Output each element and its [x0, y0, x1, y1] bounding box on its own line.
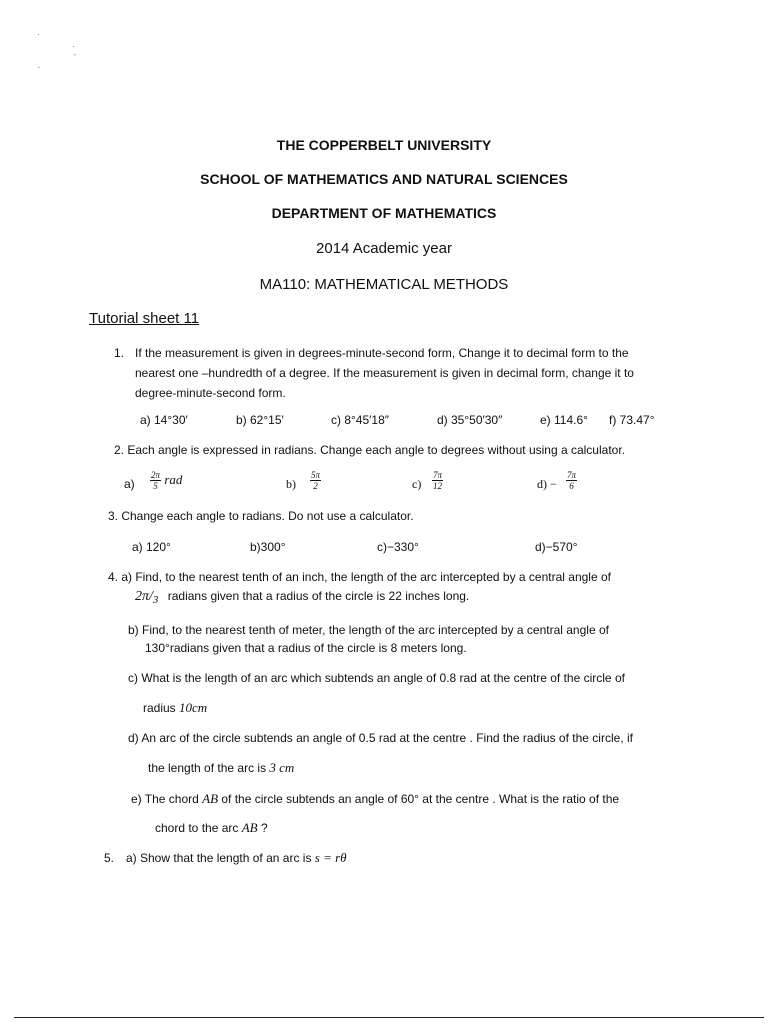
page-bottom-rule	[14, 1017, 764, 1018]
q2-part-a-unit: rad	[164, 472, 183, 487]
q4e-line2: chord to the arc AB ?	[155, 820, 268, 835]
scan-speck: ·	[72, 42, 75, 51]
q4a-line1: 4. a) Find, to the nearest tenth of an inch, the length of the arc intercepted by a central angle of	[108, 570, 611, 584]
q4c-line2-text: radius	[143, 701, 180, 715]
q4e-chord-label: AB	[202, 791, 219, 806]
q1-text-line1: If the measurement is given in degrees-minute-second form, Change it to decimal form to the	[135, 346, 629, 360]
scan-speck: ·	[37, 30, 40, 39]
q4a-angle-numerator: 2π	[135, 589, 150, 604]
q4c-line2	[143, 698, 207, 718]
q2-part-b-fraction: $\frac{5\pi}{2}$	[311, 470, 321, 492]
q1-part-b: b) 62°15′	[236, 413, 284, 427]
q4e-line1: e) The chord AB of the circle subtends an angle of 60° at the centre . What is the ratio of the	[131, 791, 620, 806]
q3-parts	[0, 537, 768, 557]
university-name: THE COPPERBELT UNIVERSITY	[276, 137, 492, 153]
q2-parts	[124, 470, 744, 500]
q2-part-d-fraction: $\frac{7\pi}{6}$	[567, 470, 577, 492]
q2-part-a-fraction: $\frac{2\pi}{5}$	[151, 470, 161, 492]
scan-speck: ʼ	[38, 66, 40, 75]
q4a-line2-text: radians given that a radius of the circle is 22 inches long.	[167, 589, 470, 603]
q5-text: a) Show that the length of an arc is s = rθ	[126, 850, 347, 865]
q1-part-f: f) 73.47°	[609, 413, 655, 427]
q2-part-c-value	[432, 470, 443, 491]
q4d-line2	[148, 758, 294, 778]
q4d-arc-length: 3 cm	[269, 760, 295, 775]
q2-part-b-value	[310, 470, 321, 491]
q4d-line2-text: the length of the arc is	[148, 761, 270, 775]
q2-part-a-value	[150, 470, 182, 491]
q1-number: 1.	[114, 346, 125, 360]
q4d-line1: d) An arc of the circle subtends an angle of 0.5 rad at the centre . Find the radius of the circle, if	[128, 731, 633, 745]
q2-part-b-label: b)	[286, 477, 296, 491]
q1-part-c: c) 8°45′18″	[331, 413, 389, 427]
course-title: MA110: MATHEMATICAL METHODS	[259, 276, 509, 293]
q3-part-a: a) 120°	[132, 540, 171, 554]
q2-part-c-fraction: $\frac{7\pi}{12}$	[433, 470, 443, 492]
q5-formula: s = rθ	[314, 850, 347, 865]
q1-text-line2: nearest one –hundredth of a degree. If the measurement is given in decimal form, change it to	[135, 366, 634, 380]
q1-part-d: d) 35°50′30″	[437, 413, 503, 427]
q2-part-d-value	[566, 470, 577, 491]
q2-part-d-label: d) −	[537, 477, 557, 491]
q3-part-c: c)−330°	[377, 540, 419, 554]
q4a-line2: 2π/3 radians given that a radius of the circle is 22 inches long.	[135, 589, 470, 606]
q4c-line1: c) What is the length of an arc which subtends an angle of 0.8 rad at the centre of the circle of	[128, 671, 625, 685]
q3-part-d: d)−570°	[535, 540, 578, 554]
q1-part-e: e) 114.6°	[540, 413, 588, 427]
tutorial-sheet-title: Tutorial sheet 11	[89, 310, 200, 327]
q4a-angle-denominator: 3	[152, 594, 159, 606]
academic-year: 2014 Academic year	[316, 240, 452, 257]
school-name: SCHOOL OF MATHEMATICS AND NATURAL SCIENCES	[200, 171, 568, 187]
q4b-line2: 130°radians given that a radius of the circle is 8 meters long.	[145, 641, 467, 655]
q2-text: 2. Each angle is expressed in radians. Change each angle to degrees without using a calculator.	[114, 443, 625, 457]
q2-part-a-label: a)	[124, 477, 135, 491]
q2-part-c-label: c)	[412, 477, 422, 491]
q1-parts	[0, 410, 768, 430]
q4e-arc-label: AB	[241, 820, 258, 835]
q3-text: 3. Change each angle to radians. Do not use a calculator.	[108, 509, 414, 523]
q1-part-a: a) 14°30′	[140, 413, 188, 427]
q1-text	[135, 343, 755, 403]
q5-number: 5.	[104, 851, 115, 865]
scan-speck: ʼ	[74, 53, 76, 62]
q1-text-line3: degree-minute-second form.	[135, 386, 286, 400]
q3-part-b: b)300°	[250, 540, 286, 554]
q4c-radius: 10cm	[179, 700, 208, 715]
department-name: DEPARTMENT OF MATHEMATICS	[271, 205, 497, 221]
q4b-line1: b) Find, to the nearest tenth of meter, the length of the arc intercepted by a central angle of	[128, 623, 609, 637]
